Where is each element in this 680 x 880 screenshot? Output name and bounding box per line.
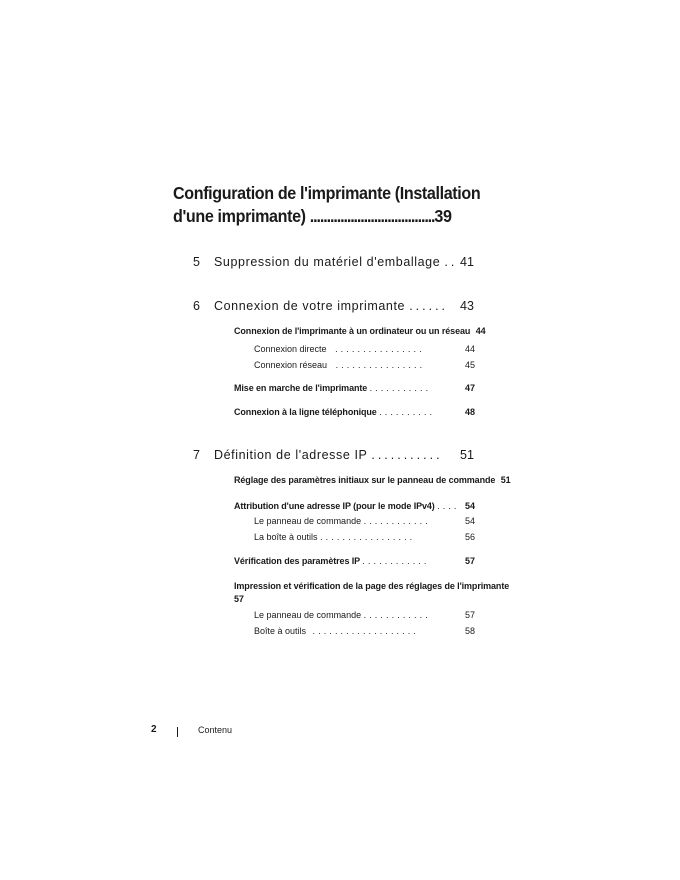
chapter-number: 5 (193, 255, 200, 269)
chapter-title[interactable] (214, 448, 443, 462)
subsection-title: Boîte à outils (254, 626, 307, 636)
subsection-title: Connexion directe (254, 344, 327, 354)
chapter-title-text: Suppression du matériel d'emballage (214, 255, 441, 269)
section-entry[interactable] (234, 581, 509, 591)
leader-dots: ........... (371, 448, 443, 462)
section-title: Connexion à la ligne téléphonique (234, 407, 377, 417)
section-page: 47 (465, 383, 476, 393)
leader-dots: ..................................... (309, 206, 435, 226)
subsection-page: 57 (465, 610, 476, 620)
leader-dots: ...... (409, 299, 449, 313)
part-title-line1: Configuration de l'imprimante (Installation (173, 183, 481, 203)
section-page: 44 (475, 326, 486, 336)
section-entry[interactable] (234, 407, 435, 417)
subsection-entry[interactable] (254, 360, 425, 370)
section-entry[interactable] (234, 475, 511, 485)
subsection-page: 44 (465, 344, 476, 354)
footer-page-number: 2 (151, 724, 157, 735)
leader-dots: ................. (320, 532, 416, 542)
section-title: Réglage des paramètres initiaux sur le panneau de commande (234, 475, 496, 485)
section-page: 51 (500, 475, 511, 485)
subsection-title: Le panneau de commande (254, 610, 362, 620)
chapter-number: 6 (193, 299, 200, 313)
section-entry[interactable] (234, 383, 431, 393)
leader-dots: ................ (335, 344, 425, 354)
section-page: 54 (465, 501, 476, 511)
section-page: 48 (465, 407, 476, 417)
subsection-entry[interactable] (254, 516, 431, 526)
section-title: Connexion de l'imprimante à un ordinateur ou un réseau (234, 326, 471, 336)
leader-dots: ................... (312, 626, 419, 636)
subsection-page: 56 (465, 532, 476, 542)
page-number: 39 (434, 206, 452, 226)
chapter-page: 41 (460, 255, 474, 269)
chapter-number: 7 (193, 448, 200, 462)
subsection-page: 58 (465, 626, 476, 636)
section-title: Vérification des paramètres IP (234, 556, 360, 566)
subsection-title: Le panneau de commande (254, 516, 362, 526)
leader-dots: .. (444, 255, 458, 269)
leader-dots: ............ (363, 516, 431, 526)
leader-dots: ........... (369, 383, 432, 393)
subsection-title: Connexion réseau (254, 360, 328, 370)
subsection-page: 45 (465, 360, 476, 370)
footer-divider (177, 727, 178, 737)
section-entry[interactable] (234, 501, 460, 511)
leader-dots: .... (437, 501, 460, 511)
leader-dots: ............ (363, 610, 431, 620)
chapter-title-text: Définition de l'adresse IP (214, 448, 368, 462)
section-entry[interactable] (234, 556, 430, 566)
subsection-entry[interactable] (254, 626, 419, 636)
section-title: Mise en marche de l'imprimante (234, 383, 368, 393)
section-title: Attribution d'une adresse IP (pour le mode IPv4) (234, 501, 435, 511)
leader-dots: .......... (379, 407, 436, 417)
subsection-title: La boîte à outils (254, 532, 318, 542)
leader-dots: ................ (335, 360, 426, 370)
section-page: 57 (465, 556, 476, 566)
part-title-line2 (173, 205, 452, 227)
chapter-title[interactable] (214, 299, 448, 313)
part-title-text: d'une imprimante) (173, 206, 306, 226)
section-title: Impression et vérification de la page des réglages de l'imprimante (234, 581, 510, 591)
section-entry[interactable] (234, 326, 486, 336)
chapter-title[interactable] (214, 255, 457, 269)
leader-dots: ............ (362, 556, 430, 566)
chapter-title-text: Connexion de votre imprimante (214, 299, 406, 313)
subsection-entry[interactable] (254, 610, 431, 620)
subsection-page: 54 (465, 516, 476, 526)
subsection-entry[interactable] (254, 532, 415, 542)
footer-label: Contenu (198, 725, 233, 735)
chapter-page: 43 (460, 299, 474, 313)
subsection-entry[interactable] (254, 344, 425, 354)
chapter-page: 51 (460, 448, 474, 462)
section-page: 57 (234, 594, 244, 604)
